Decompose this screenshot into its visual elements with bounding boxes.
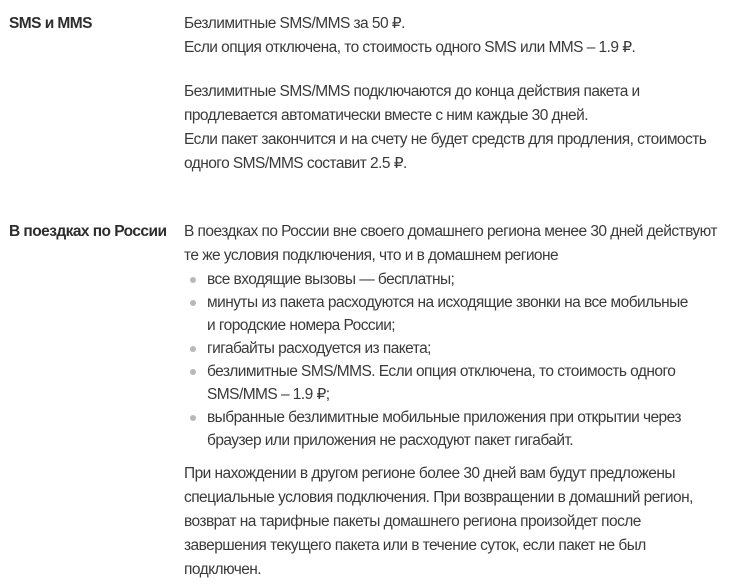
text-line: минуты из пакета расходуются на исходящие звонки на все мобильные <box>207 294 688 311</box>
paragraph-gap <box>184 60 741 80</box>
list-item <box>184 337 741 360</box>
text-line: В поездках по России вне своего домашнего региона менее 30 дней действуют <box>184 223 717 240</box>
text-line: возврат на тарифные пакеты домашнего региона произойдет после <box>184 513 641 530</box>
section-label-travel-russia: В поездках по России <box>9 223 167 240</box>
section-travel-russia <box>9 220 741 582</box>
text-line: Если опция отключена, то стоимость одного SMS или MMS – 1.9 ₽. <box>184 39 636 56</box>
paragraph-travel-intro <box>184 220 741 268</box>
travel-conditions-list <box>184 268 741 452</box>
list-item-text <box>196 291 688 337</box>
text-line: те же условия подключения, что и в домашнем регионе <box>184 247 559 264</box>
paragraph-gap <box>184 452 741 462</box>
text-line: SMS/MMS – 1.9 ₽; <box>207 386 330 403</box>
section-label-sms-mms: SMS и MMS <box>9 15 92 32</box>
text-line: подключен. <box>184 561 262 578</box>
text-line: специальные условия подключения. При возвращении в домашний регион, <box>184 489 693 506</box>
section-content-sms-mms <box>184 12 741 176</box>
list-item-text <box>196 268 454 291</box>
text-line: завершения текущего пакета или в течение суток, если пакет не был <box>184 537 646 554</box>
text-line: гигабайты расходуется из пакета; <box>207 340 431 357</box>
list-item-text <box>196 360 675 406</box>
section-sms-mms <box>9 12 741 176</box>
list-item-text <box>196 406 681 452</box>
text-line: При нахождении в другом регионе более 30 дней вам будут предложены <box>184 465 675 482</box>
text-line: продлевается автоматически вместе с ним каждые 30 дней. <box>184 107 588 124</box>
list-item-text <box>196 337 431 360</box>
paragraph-other-region <box>184 462 741 582</box>
text-line: Безлимитные SMS/MMS подключаются до конца действия пакета и <box>184 83 640 100</box>
text-line: все входящие вызовы — бесплатны; <box>207 271 455 288</box>
text-line: безлимитные SMS/MMS. Если опция отключена, то стоимость одного <box>207 363 676 380</box>
list-item <box>184 360 741 406</box>
paragraph-sms-price <box>184 12 741 60</box>
text-line: выбранные безлимитные мобильные приложения при открытии через <box>207 409 681 426</box>
paragraph-sms-renewal <box>184 80 741 176</box>
text-line: браузер или приложения не расходуют пакет гигабайт. <box>207 432 574 449</box>
text-line: одного SMS/MMS составит 2.5 ₽. <box>184 155 407 172</box>
section-content-travel-russia <box>184 220 741 582</box>
list-item <box>184 291 741 337</box>
text-line: Безлимитные SMS/MMS за 50 ₽. <box>184 15 405 32</box>
list-item <box>184 406 741 452</box>
list-item <box>184 268 741 291</box>
text-line: и городские номера России; <box>207 317 396 334</box>
text-line: Если пакет закончится и на счету не будет средств для продления, стоимость <box>184 131 707 148</box>
